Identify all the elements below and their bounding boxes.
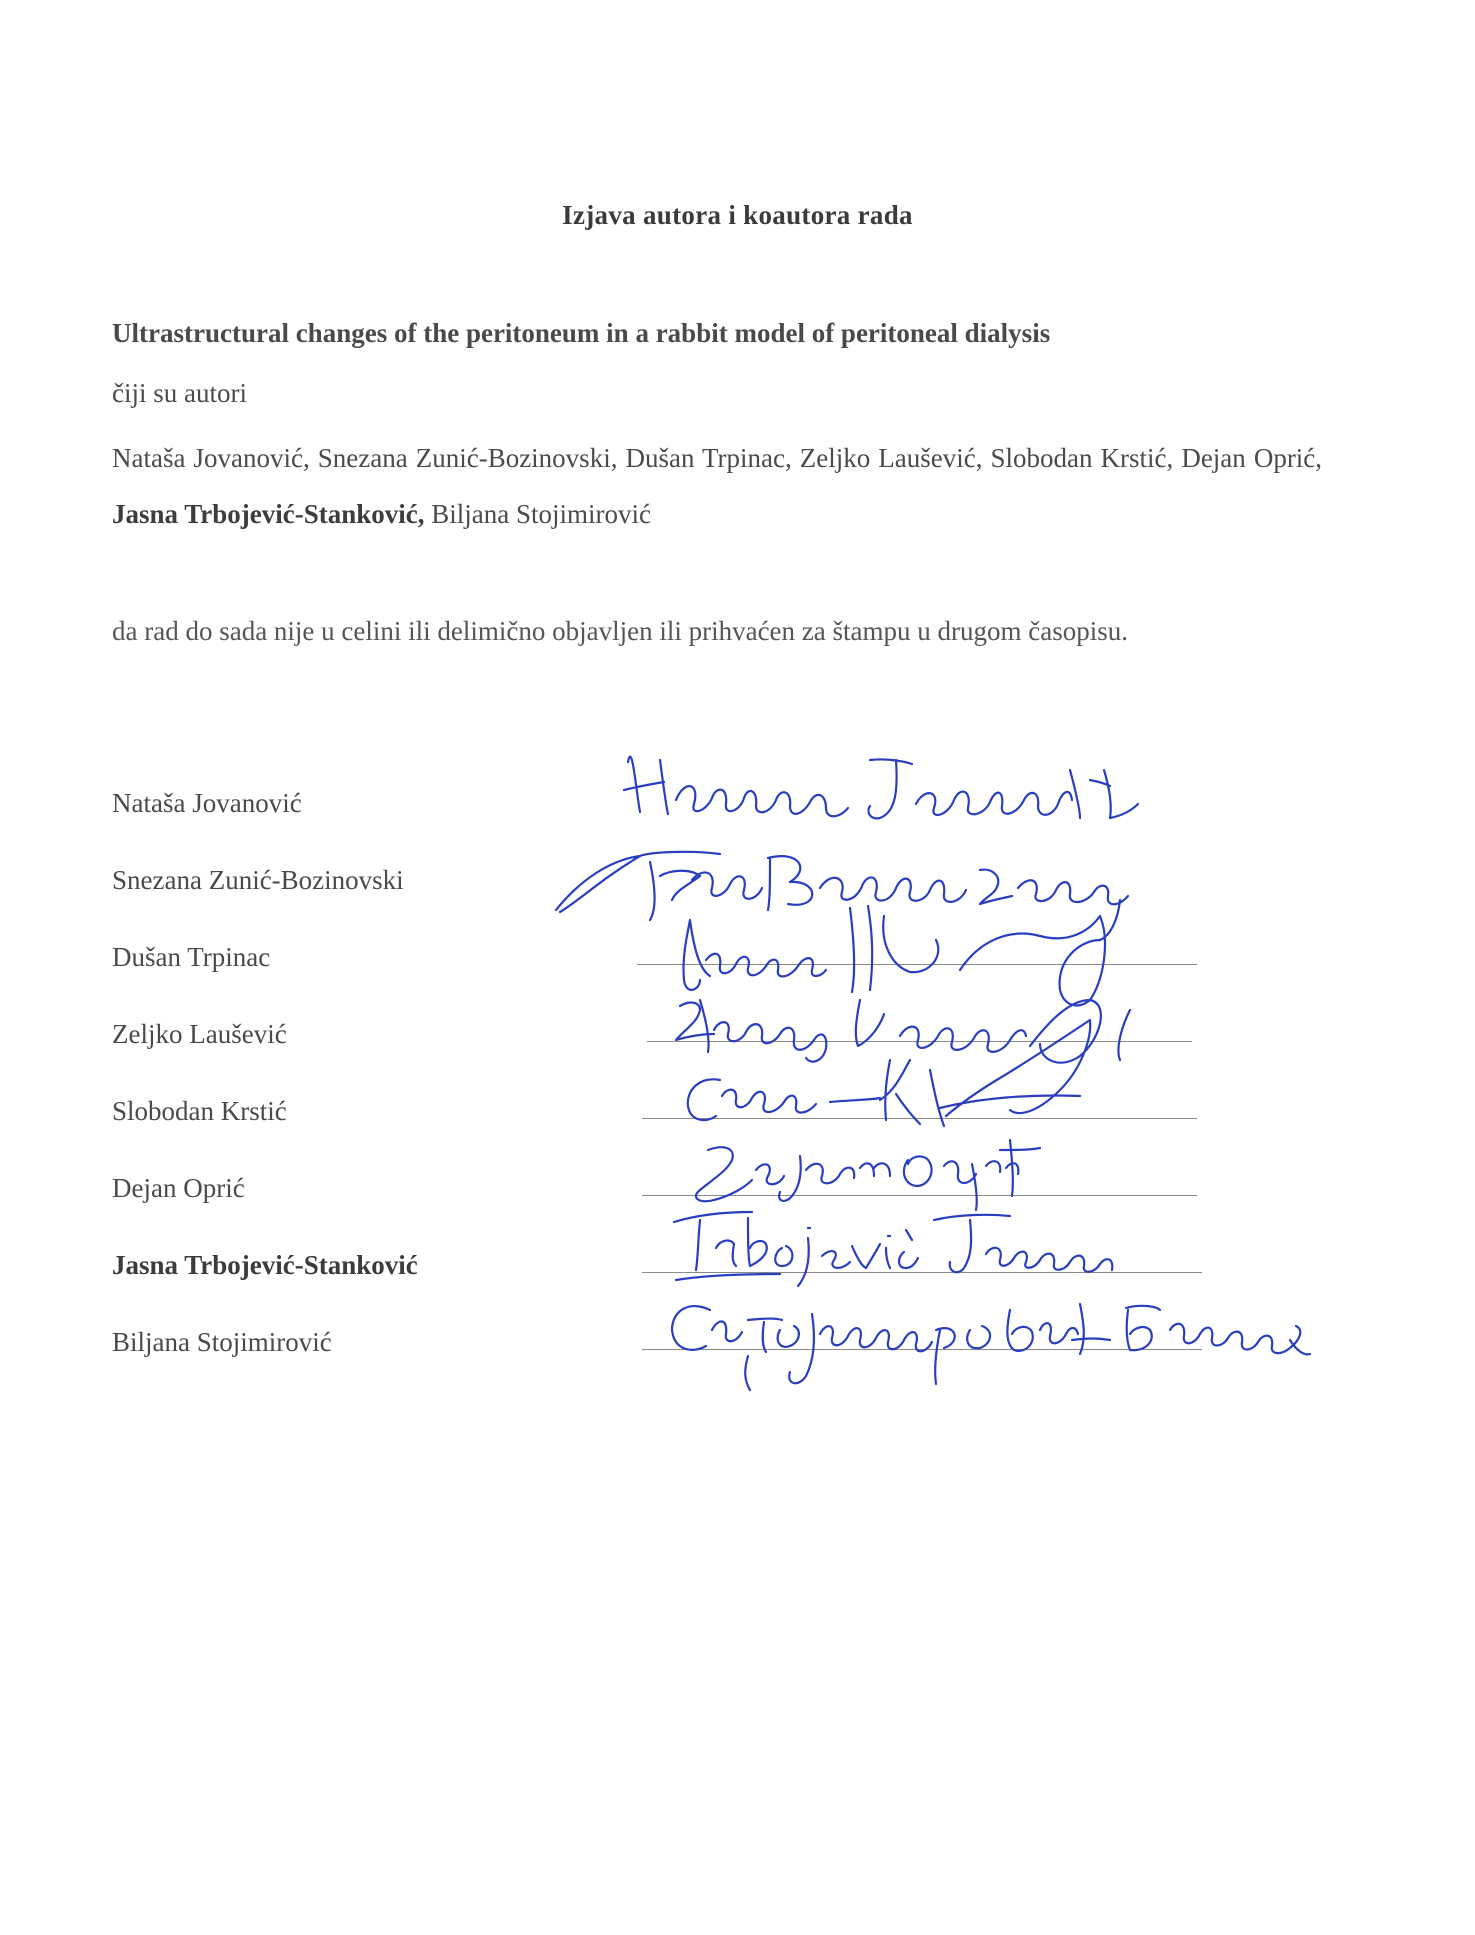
signature-line [642,1118,1197,1119]
signature-line [642,1195,1197,1196]
signatory-name: Snezana Zunić-Bozinovski [112,865,404,895]
signature-row [112,1011,1372,1071]
signature-row [112,934,1372,994]
paper-title: Ultrastructural changes of the peritoneum in a rabbit model of peritoneal dialysis [112,318,1051,348]
declaration-statement: da rad do sada nije u celini ili delimično objavljen ili prihvaćen za štampu u drugom časopisu. [112,616,1128,646]
signature-row [112,1242,1372,1302]
signature-row [112,780,1372,840]
author-name: Zeljko Laušević, [799,443,983,473]
signature-line [637,964,1197,965]
author-name: Jasna Trbojević-Stanković, [112,499,425,529]
signature-line [642,1349,1202,1350]
signatory-name: Biljana Stojimirović [112,1327,332,1357]
authors-intro: čiji su autori [112,378,247,408]
signature-row [112,857,1372,917]
author-name: Nataša Jovanović, [112,443,310,473]
signatory-name: Jasna Trbojević-Stanković [112,1250,418,1280]
signatory-name: Slobodan Krstić [112,1096,287,1126]
signature-row [112,1088,1372,1148]
signature-row [112,1319,1372,1379]
signatory-name: Zeljko Laušević [112,1019,287,1049]
document-heading: Izjava autora i koautora rada [562,200,913,230]
author-name: Dušan Trpinac, [625,443,792,473]
signature-line [647,1041,1192,1042]
signatory-name: Dejan Oprić [112,1173,245,1203]
signature-row [112,1165,1372,1225]
author-name: Biljana Stojimirović [431,499,652,529]
signatory-name: Dušan Trpinac [112,942,271,972]
author-name: Dejan Oprić, [1181,443,1323,473]
signatory-name: Nataša Jovanović [112,788,302,818]
signature-line [642,1272,1202,1273]
author-list [112,430,1322,542]
author-name: Slobodan Krstić, [990,443,1174,473]
author-name: Snezana Zunić-Bozinovski, [317,443,618,473]
